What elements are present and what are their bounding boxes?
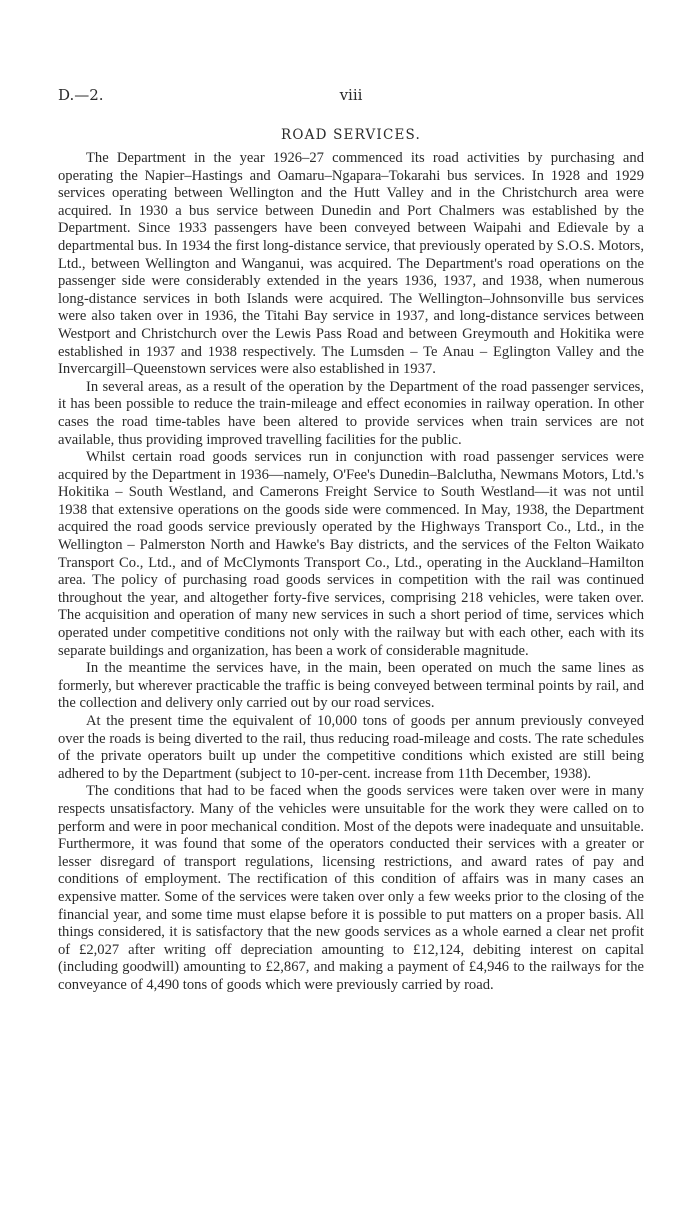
paragraph: The conditions that had to be faced when the goods services were taken over were in many respects unsatisfactory. Many of the vehicles were unsuitable for the work they were called on to perform and were in poor mechanical condition. Most of the depots were inadequate and unsuitable. Furthermore, it was found that some of the operators conducted their services with a greater or lesser disregard of transport regulations, licensing restrictions, and award rates of pay and conditions of employment. The rectification of this condition of affairs was in many cases an expensive matter. Some of the services were taken over only a few weeks prior to the closing of the financial year, and some time must elapse before it is possible to put matters on a proper basis. All things considered, it is satisfactory that the new goods services as a whole earned a clear net profit of £2,027 after writing off depreciation amounting to £12,124, debiting interest on capital (including goodwill) amounting to £2,867, and making a payment of £4,946 to the railways for the conveyance of 4,490 tons of goods which were previously carried by road.	[58, 783, 644, 993]
paragraph: The Department in the year 1926–27 commenced its road activities by purchasing and operating the Napier–Hastings and Oamaru–Ngapara–Tokarahi bus services. In 1928 and 1929 services operating between Wellington and the Hutt Valley and in the Christchurch area were acquired. In 1930 a bus service between Dunedin and Port Chalmers was established by the Department. Since 1933 passengers have been conveyed between Waipahi and Edievale by a departmental bus. In 1934 the first long-distance service, that previously operated by S.O.S. Motors, Ltd., between Wellington and Wanganui, was acquired. The Department's road operations on the passenger side were considerably extended in the years 1936, 1937, and 1938, when numerous long-distance services in both Islands were acquired. The Wellington–Johnsonville bus services were also taken over in 1936, the Titahi Bay service in 1937, and long-distance services between Westport and Christchurch over the Lewis Pass Road and between Greymouth and Hokitika were established in 1937 and 1938 respectively. The Lumsden – Te Anau – Eglington Valley and the Invercargill–Queenstown services were also established in 1937.	[58, 150, 644, 378]
paragraph: At the present time the equivalent of 10,000 tons of goods per annum previously conveyed over the roads is being diverted to the rail, thus reducing road-mileage and costs. The rate schedules of the private operators built up under the competitive conditions which existed are still being adhered to by the Department (subject to 10-per-cent. increase from 11th December, 1938).	[58, 713, 644, 782]
paragraph: Whilst certain road goods services run in conjunction with road passenger services were acquired by the Department in 1936—namely, O'Fee's Dunedin–Balclutha, Newmans Motors, Ltd.'s Hokitika – South Westland, and Camerons Freight Service to South Westland—it was not until 1938 that extensive operations on the goods side were commenced. In May, 1938, the Department acquired the road goods service previously operated by the Highways Transport Co., Ltd., in the Wellington – Palmerston North and Hawke's Bay districts, and the services of the Felton Waikato Transport Co., Ltd., and of McClymonts Transport Co., Ltd., operating in the Auckland–Hamilton area. The policy of purchasing road goods services in competition with the rail was continued throughout the year, and altogether forty-five services, comprising 218 vehicles, were taken over. The acquisition and operation of many new services in such a short period of time, services which operated under competitive conditions not only with the railway but with each other, each with its separate buildings and organization, has been a work of considerable magnitude.	[58, 449, 644, 659]
paragraph: In the meantime the services have, in the main, been operated on much the same lines as formerly, but wherever practicable the traffic is being conveyed between terminal points by rail, and the collection and delivery only carried out by our road services.	[58, 660, 644, 712]
section-title: ROAD SERVICES.	[280, 127, 421, 143]
paragraph: In several areas, as a result of the operation by the Department of the road passenger services, it has been possible to reduce the train-mileage and effect economies in railway operation. In other cases the road time-tables have been altered to provide services when train services are not available, thus providing improved travelling facilities for the public.	[58, 378, 644, 448]
page-header	[58, 86, 644, 106]
page-number: viii	[339, 86, 363, 104]
body-text	[58, 150, 644, 995]
document-reference: D.—2.	[58, 86, 104, 104]
